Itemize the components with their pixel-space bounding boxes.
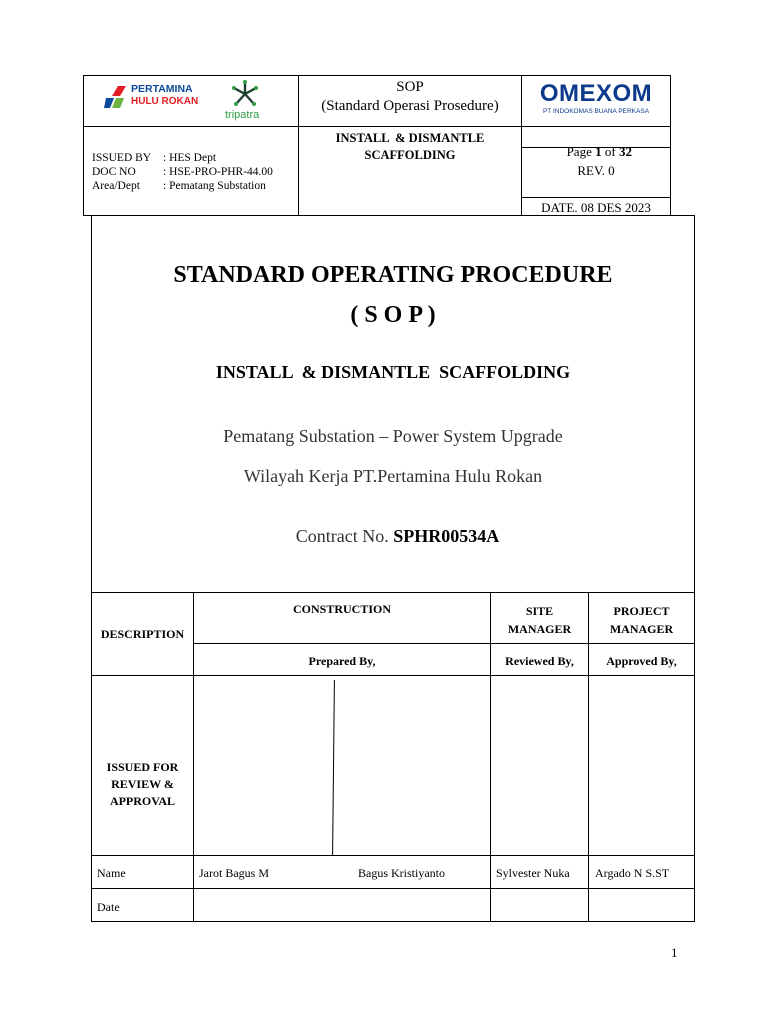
reviewed-by: Reviewed By, [505,654,574,668]
project-manager-line-1: PROJECT [613,604,670,618]
site-manager-line-2: MANAGER [507,622,572,636]
area-value: : Pematang Substation [163,180,266,192]
construction-header: CONSTRUCTION [292,602,391,616]
cover-subject: INSTALL & DISMANTLE SCAFFOLDING [215,362,571,382]
cover-project: Pematang Substation – Power System Upgrade [223,426,563,446]
sop-subtitle: (Standard Operasi Prosedure) [321,98,499,114]
issued-by-label: ISSUED BY [92,152,152,164]
issued-for-line-1: ISSUED FOR [106,760,179,774]
doc-title-line-1: INSTALL & DISMANTLE [335,131,485,145]
prepared-by: Prepared By, [308,654,376,668]
date-row-label: Date [97,900,120,914]
project-manager-header [589,602,694,638]
doc-no-value: : HSE-PRO-PHR-44.00 [163,166,273,178]
revision: REV. 0 [577,163,615,178]
issued-by-block [92,151,273,193]
omexom-logo [525,80,667,120]
pertamina-logo [104,82,200,116]
cover-title: STANDARD OPERATING PROCEDURE [173,262,613,288]
name-approver: Argado N S.ST [595,866,670,880]
sop-title: SOP [396,79,424,95]
page-total: 32 [618,144,632,159]
pertamina-logo-text-1: PERTAMINA [131,83,193,95]
issued-by-value: : HES Dept [163,152,217,164]
page-of: of [601,144,619,159]
issued-for-label [92,759,193,810]
cover-contract [91,505,695,547]
pertamina-logo-text-2: HULU ROKAN [131,96,199,107]
omexom-logo-text: OMEXOM [539,80,653,107]
site-manager-header [491,602,588,638]
pertamina-logo-icon [104,84,132,110]
cover-area: Wilayah Kerja PT.Pertamina Hulu Rokan [243,466,543,486]
area-label: Area/Dept [92,180,140,192]
doc-date: DATE. 08 DES 2023 [541,200,651,215]
page-indicator [522,128,670,160]
issued-for-line-2: REVIEW & [111,777,174,791]
approved-by: Approved By, [606,654,677,668]
issued-for-line-3: APPROVAL [109,794,176,808]
description-header: DESCRIPTION [100,627,185,641]
tripatra-logo-icon [230,79,260,109]
doc-no-label: DOC NO [92,166,136,178]
name-reviewer: Sylvester Nuka [496,866,570,880]
project-manager-line-2: MANAGER [609,622,674,636]
contract-number: SPHR00534A [393,526,500,546]
name-row-label: Name [97,866,126,880]
tripatra-logo [222,79,270,123]
page-number: 1 [671,945,678,960]
page-prefix: Page [566,144,596,159]
doc-title-line-2: SCAFFOLDING [364,148,456,162]
page-current: 1 [595,144,602,159]
name-preparer-2: Bagus Kristiyanto [358,866,445,880]
site-manager-line-1: SITE [525,604,554,618]
cover-abbrev: ( S O P ) [350,302,436,328]
tripatra-logo-text: tripatra [225,109,260,121]
doc-no-row [92,165,273,179]
area-row [92,179,273,193]
name-preparer-1: Jarot Bagus M [199,866,269,880]
omexom-logo-subtext: PT INDOKOMAS BUANA PERKASA [542,108,650,115]
issued-by-row [92,151,273,165]
contract-label: Contract No. [295,526,394,546]
